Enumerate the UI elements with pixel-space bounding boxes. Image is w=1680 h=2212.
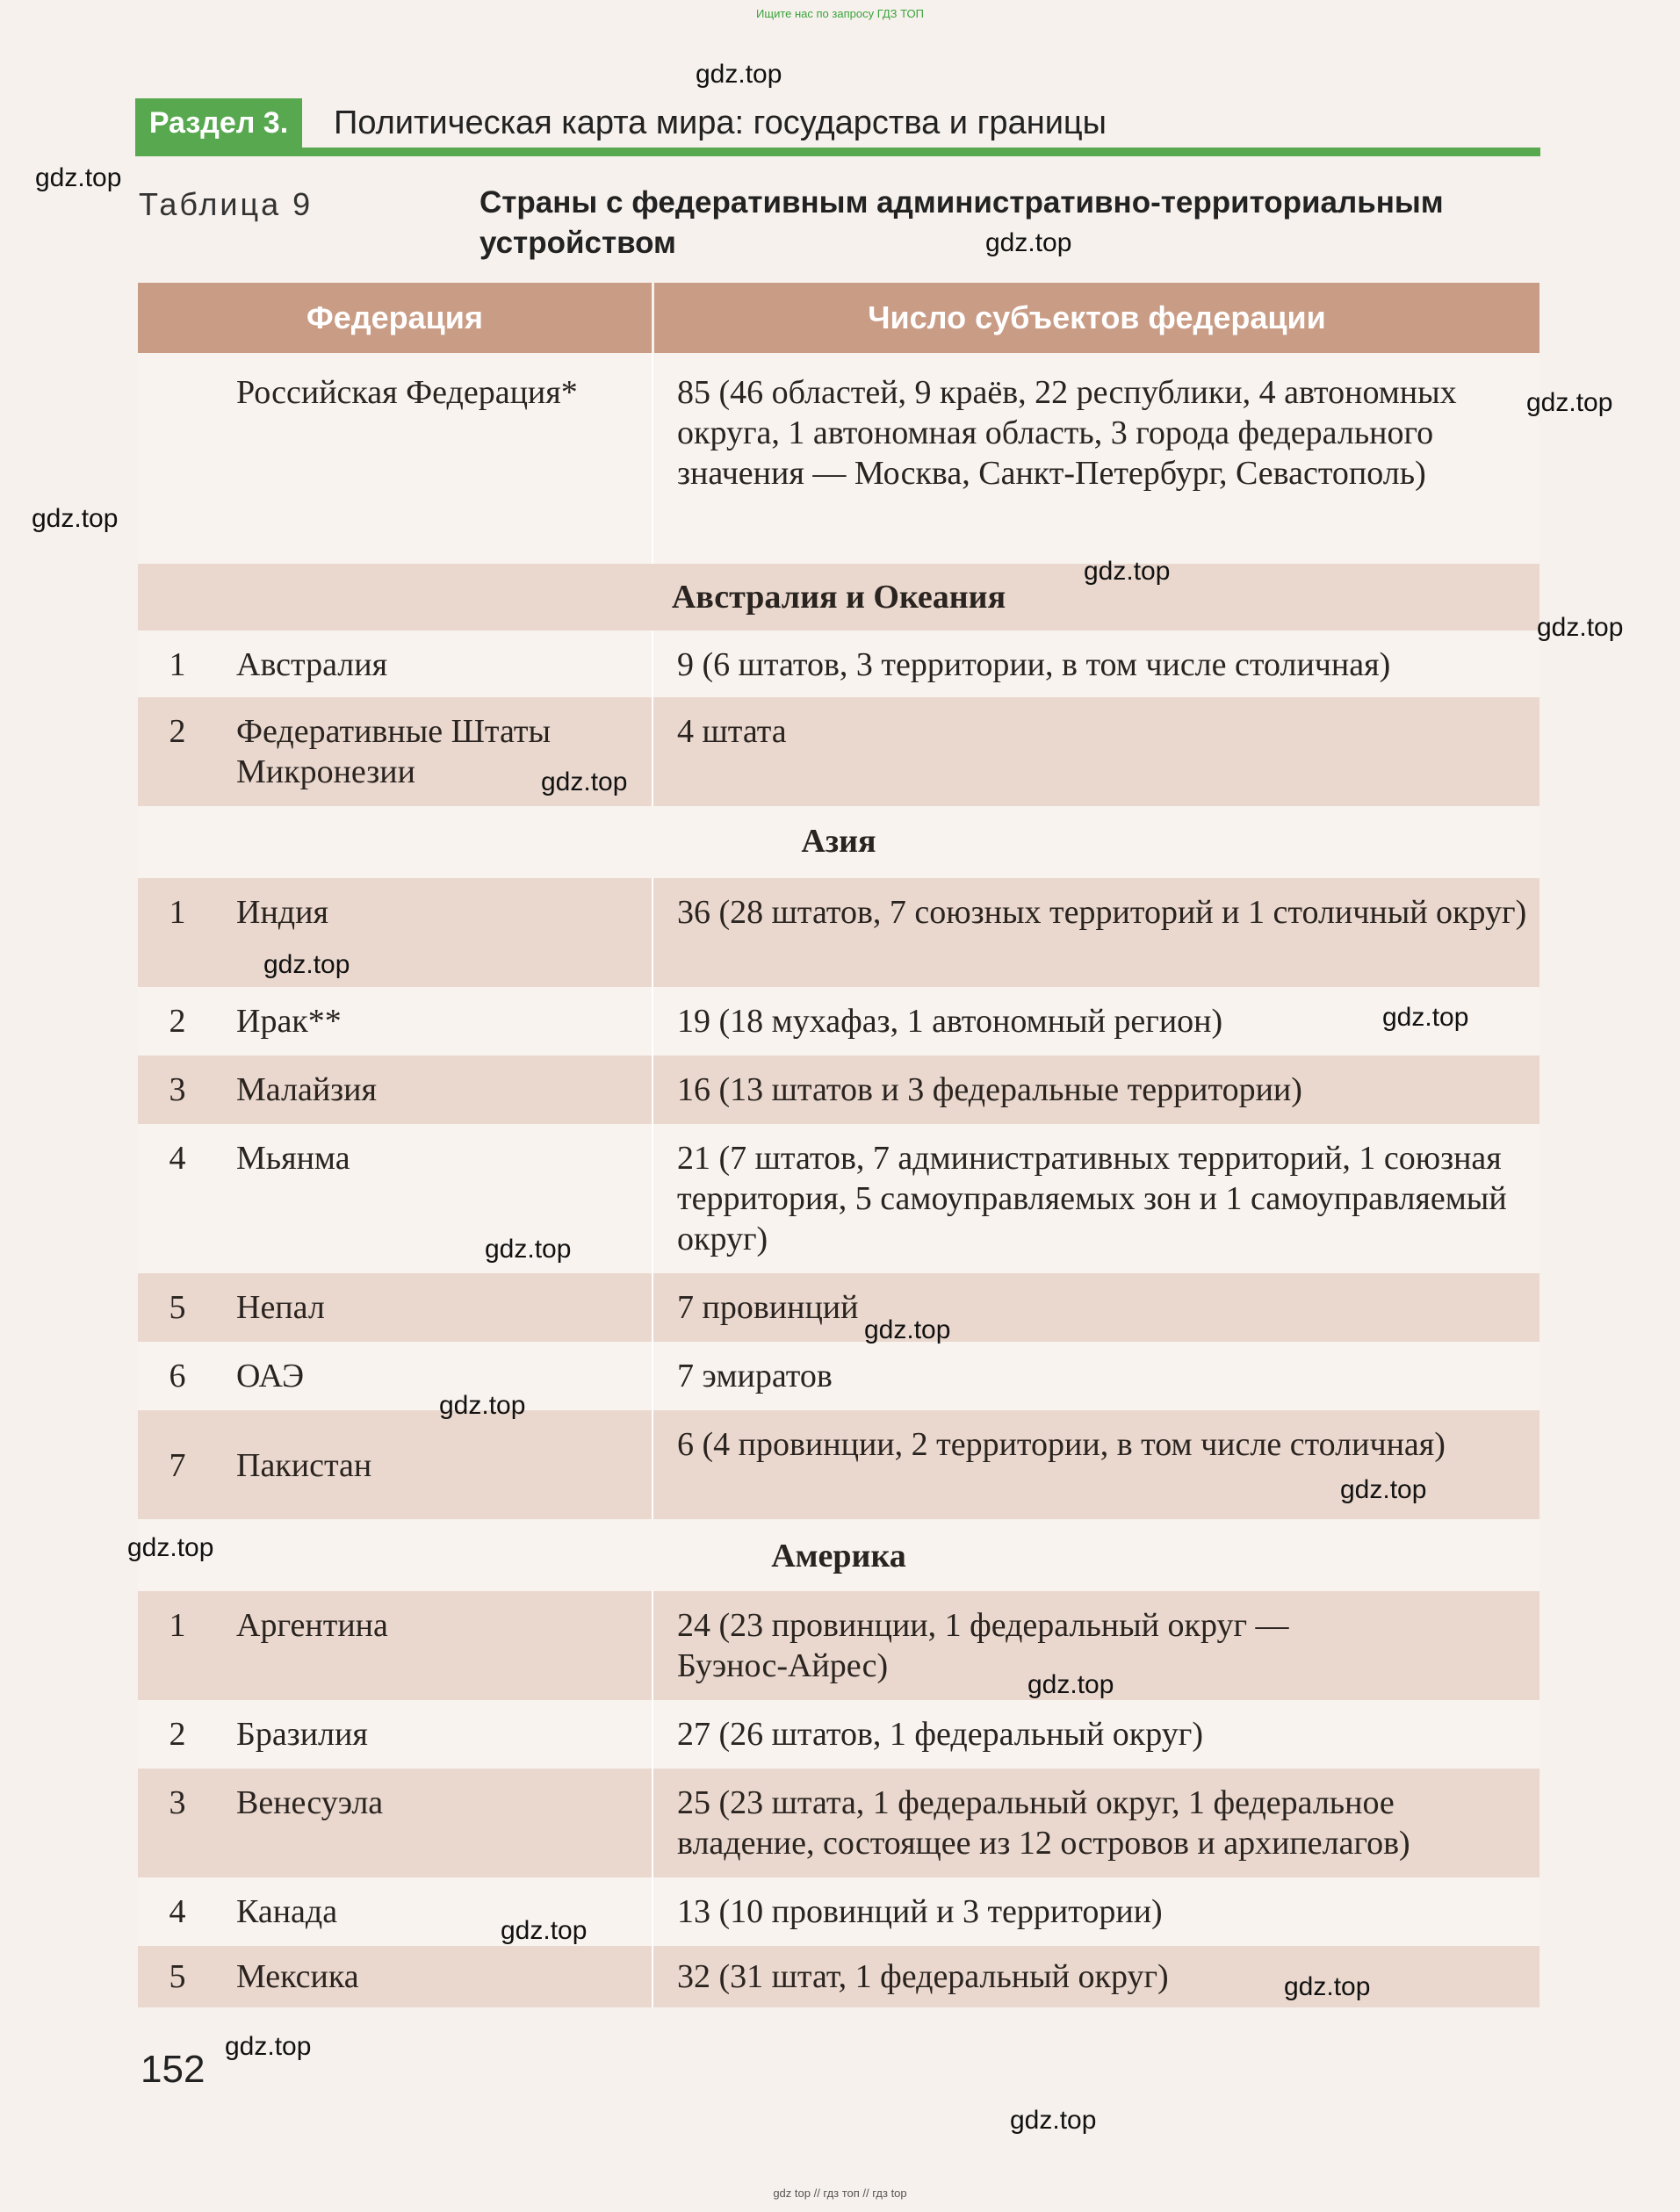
region-heading-america bbox=[138, 1519, 1539, 1591]
row-number: 4 bbox=[169, 1140, 186, 1177]
federation-value: 25 (23 штата, 1 федеральный округ, 1 федеральное владение, состоящее из 12 островов и архипелагов) bbox=[677, 1784, 1410, 1862]
column-divider bbox=[652, 1124, 653, 1273]
row-number: 1 bbox=[169, 646, 186, 683]
watermark: gdz.top bbox=[985, 228, 1072, 257]
column-divider bbox=[652, 1591, 653, 1700]
watermark: gdz.top bbox=[1526, 388, 1613, 417]
table-row bbox=[138, 630, 1539, 697]
watermark: gdz.top bbox=[1382, 1003, 1469, 1032]
federation-value: 21 (7 штатов, 7 административных территорий, 1 союзная территория, 5 самоуправляемых зон и 1 самоуправляемый округ) bbox=[677, 1140, 1507, 1257]
region-title: Азия bbox=[801, 823, 876, 860]
federation-name: Ирак** bbox=[236, 1003, 342, 1040]
page-number: 152 bbox=[141, 2048, 205, 2091]
row-number: 3 bbox=[169, 1071, 186, 1108]
federation-value: 36 (28 штатов, 7 союзных территорий и 1 столичный округ) bbox=[677, 894, 1527, 931]
table-row bbox=[138, 1410, 1539, 1519]
row-number: 1 bbox=[169, 1607, 186, 1644]
table-row bbox=[138, 987, 1539, 1056]
column-divider bbox=[652, 1769, 653, 1877]
row-number: 2 bbox=[169, 1716, 186, 1753]
watermark: gdz.top bbox=[1084, 557, 1171, 586]
table-row bbox=[138, 1769, 1539, 1877]
watermark: gdz.top bbox=[864, 1315, 951, 1344]
row-number: 6 bbox=[169, 1358, 186, 1394]
watermark: gdz.top bbox=[1010, 2106, 1097, 2135]
federation-name: Австралия bbox=[236, 646, 388, 683]
federation-name: Венесуэла bbox=[236, 1784, 384, 1821]
region-title: Америка bbox=[771, 1538, 906, 1574]
watermark: gdz.top bbox=[127, 1533, 214, 1562]
watermark: gdz.top bbox=[35, 163, 122, 192]
federation-value: 19 (18 мухафаз, 1 автономный регион) bbox=[677, 1003, 1223, 1040]
section-tag: Раздел 3. bbox=[135, 98, 302, 148]
federation-value: 4 штата bbox=[677, 713, 787, 750]
federation-value: 6 (4 провинции, 2 территории, в том числе столичная) bbox=[677, 1426, 1446, 1463]
column-divider bbox=[652, 1946, 653, 2007]
top-note: Ищите нас по запросу ГДЗ ТОП bbox=[756, 7, 924, 20]
federation-value: 85 (46 областей, 9 краёв, 22 республики, 4 автономных округа, 1 автономная область, 3 города федерального значения — Москва, Санкт-Петербург, Севастополь) bbox=[677, 374, 1457, 492]
region-title: Австралия и Океания bbox=[671, 579, 1006, 616]
section-title: Политическая карта мира: государства и границы bbox=[334, 104, 1107, 141]
federation-value: 16 (13 штатов и 3 федеральные территории) bbox=[677, 1071, 1302, 1108]
federation-value: 24 (23 провинции, 1 федеральный округ — Буэнос-Айрес) bbox=[677, 1607, 1289, 1684]
row-number: 4 bbox=[169, 1893, 186, 1930]
row-number: 1 bbox=[169, 894, 186, 931]
watermark: gdz.top bbox=[541, 767, 628, 796]
federation-name: Российская Федерация* bbox=[236, 374, 578, 411]
watermark: gdz.top bbox=[485, 1235, 572, 1264]
table-header bbox=[138, 283, 1539, 353]
watermark: gdz.top bbox=[1537, 613, 1624, 642]
table-row bbox=[138, 1342, 1539, 1410]
federation-name: Малайзия bbox=[236, 1071, 377, 1108]
row-number: 3 bbox=[169, 1784, 186, 1821]
table-row bbox=[138, 1124, 1539, 1273]
watermark: gdz.top bbox=[1340, 1475, 1427, 1504]
watermark: gdz.top bbox=[225, 2032, 312, 2061]
row-number: 2 bbox=[169, 713, 186, 750]
column-divider bbox=[652, 630, 653, 697]
watermark: gdz.top bbox=[696, 60, 782, 89]
column-divider bbox=[652, 1700, 653, 1769]
federation-name: Пакистан bbox=[236, 1447, 372, 1484]
header-federation: Федерация bbox=[306, 299, 483, 335]
table-row bbox=[138, 1273, 1539, 1342]
federation-name: Бразилия bbox=[236, 1716, 368, 1753]
header-subjects: Число субъектов федерации bbox=[868, 299, 1326, 335]
federation-value: 7 эмиратов bbox=[677, 1358, 833, 1394]
table-number: Таблица 9 bbox=[139, 186, 314, 222]
federation-name: Федеративные Штаты Микронезии bbox=[236, 713, 552, 790]
region-heading-asia bbox=[138, 806, 1539, 878]
federation-name: ОАЭ bbox=[236, 1358, 305, 1394]
federation-value: 32 (31 штат, 1 федеральный округ) bbox=[677, 1958, 1169, 1995]
watermark: gdz.top bbox=[263, 950, 350, 979]
watermark: gdz.top bbox=[439, 1391, 526, 1420]
table-row bbox=[138, 1591, 1539, 1700]
federation-name: Канада bbox=[236, 1893, 338, 1930]
federation-name: Непал bbox=[236, 1289, 325, 1326]
federations-table bbox=[138, 283, 1539, 2007]
region-heading-oceania bbox=[138, 564, 1539, 630]
bottom-note: gdz top // гдз топ // гдз top bbox=[773, 2187, 907, 2200]
watermark: gdz.top bbox=[1284, 1972, 1371, 2001]
column-divider bbox=[652, 987, 653, 1056]
column-divider bbox=[652, 1410, 653, 1519]
table-row-russia bbox=[138, 353, 1539, 564]
row-number: 5 bbox=[169, 1289, 186, 1326]
watermark: gdz.top bbox=[1027, 1670, 1114, 1699]
table-row bbox=[138, 697, 1539, 806]
row-number: 2 bbox=[169, 1003, 186, 1040]
watermark: gdz.top bbox=[32, 504, 119, 533]
column-divider bbox=[652, 878, 653, 987]
table-title: Страны с федеративным административно-территориальным устройством bbox=[479, 185, 1444, 260]
row-number: 5 bbox=[169, 1958, 186, 1995]
column-divider bbox=[652, 1877, 653, 1946]
federation-name: Аргентина bbox=[236, 1607, 388, 1644]
section-header bbox=[135, 98, 1540, 156]
row-number: 7 bbox=[169, 1447, 186, 1484]
federation-name: Мьянма bbox=[236, 1140, 350, 1177]
federation-value: 9 (6 штатов, 3 территории, в том числе столичная) bbox=[677, 646, 1391, 683]
table-row bbox=[138, 1877, 1539, 1946]
federation-value: 7 провинций bbox=[677, 1289, 859, 1326]
federation-value: 27 (26 штатов, 1 федеральный округ) bbox=[677, 1716, 1204, 1753]
column-divider bbox=[652, 1056, 653, 1124]
column-divider bbox=[652, 1273, 653, 1342]
federation-name: Мексика bbox=[236, 1958, 359, 1995]
table-row bbox=[138, 1700, 1539, 1769]
federation-name: Индия bbox=[236, 894, 328, 931]
watermark: gdz.top bbox=[501, 1916, 588, 1945]
federation-value: 13 (10 провинций и 3 территории) bbox=[677, 1893, 1163, 1930]
column-divider bbox=[652, 697, 653, 806]
table-row bbox=[138, 1056, 1539, 1124]
column-divider bbox=[652, 1342, 653, 1410]
